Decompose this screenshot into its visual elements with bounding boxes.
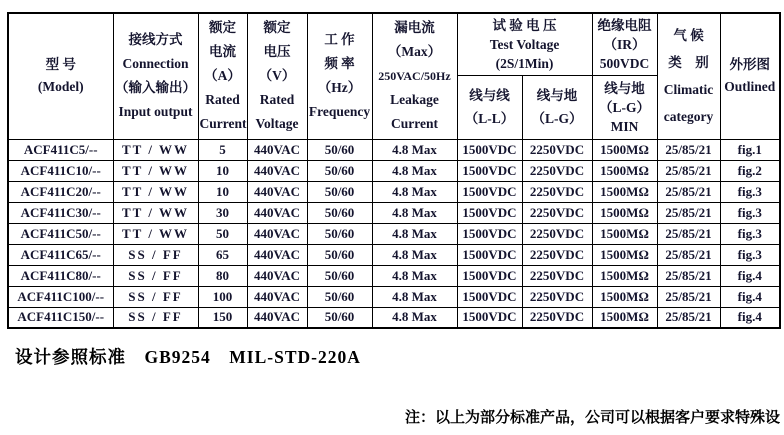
header-line: 型 号 xyxy=(45,57,76,73)
cell-climatic: 25/85/21 xyxy=(657,265,720,286)
cell-voltage: 440VAC xyxy=(247,307,307,328)
table-row xyxy=(8,181,780,202)
cell-model: ACF411C20/-- xyxy=(8,181,113,202)
header-line: 工 作 xyxy=(324,32,355,48)
cell-test-ll: 1500VDC xyxy=(457,265,522,286)
cell-test-ll: 1500VDC xyxy=(457,202,522,223)
header-line: MIN xyxy=(610,118,639,134)
cell-test-ll: 1500VDC xyxy=(457,244,522,265)
table-row xyxy=(8,286,780,307)
cell-frequency: 50/60 xyxy=(307,286,372,307)
header-line: (Model) xyxy=(37,79,84,95)
cell-climatic: 25/85/21 xyxy=(657,223,720,244)
cell-connection: TT / WW xyxy=(113,223,198,244)
cell-voltage: 440VAC xyxy=(247,244,307,265)
cell-voltage: 440VAC xyxy=(247,223,307,244)
cell-model: ACF411C80/-- xyxy=(8,265,113,286)
cell-model: ACF411C65/-- xyxy=(8,244,113,265)
cell-frequency: 50/60 xyxy=(307,181,372,202)
cell-model: ACF411C5/-- xyxy=(8,139,113,160)
cell-test-lg: 2250VDC xyxy=(522,181,592,202)
cell-voltage: 440VAC xyxy=(247,265,307,286)
cell-connection: SS / FF xyxy=(113,265,198,286)
cell-leakage: 4.8 Max xyxy=(372,265,457,286)
cell-current: 5 xyxy=(198,139,247,160)
header-line: Test Voltage xyxy=(489,36,560,52)
cell-climatic: 25/85/21 xyxy=(657,307,720,328)
col-header-model xyxy=(8,13,113,139)
cell-leakage: 4.8 Max xyxy=(372,286,457,307)
header-line: 电流 xyxy=(209,44,236,60)
table-row xyxy=(8,202,780,223)
header-line: category xyxy=(663,109,714,125)
header-line: Current xyxy=(199,116,247,132)
cell-fig: fig.3 xyxy=(720,181,780,202)
header-line: 电压 xyxy=(263,44,291,60)
cell-ir: 1500MΩ xyxy=(592,139,657,160)
header-line: 500VDC xyxy=(599,55,650,71)
cell-ir: 1500MΩ xyxy=(592,265,657,286)
header-line: （L-L） xyxy=(464,111,515,126)
cell-test-ll: 1500VDC xyxy=(457,160,522,181)
table-row xyxy=(8,265,780,286)
col-header-rated-voltage xyxy=(247,13,307,139)
cell-test-ll: 1500VDC xyxy=(457,307,522,328)
cell-model: ACF411C150/-- xyxy=(8,307,113,328)
cell-leakage: 4.8 Max xyxy=(372,181,457,202)
cell-climatic: 25/85/21 xyxy=(657,244,720,265)
cell-model: ACF411C10/-- xyxy=(8,160,113,181)
header-line: Leakage xyxy=(390,92,439,108)
header-line: （Hz） xyxy=(317,80,362,96)
col-header-test-ll xyxy=(457,75,522,139)
cell-ir: 1500MΩ xyxy=(592,181,657,202)
cell-connection: TT / WW xyxy=(113,181,198,202)
header-line: Voltage xyxy=(255,116,299,132)
cell-ir: 1500MΩ xyxy=(592,160,657,181)
header-line: 额定 xyxy=(209,20,236,36)
cell-climatic: 25/85/21 xyxy=(657,181,720,202)
cell-voltage: 440VAC xyxy=(247,139,307,160)
cell-current: 50 xyxy=(198,223,247,244)
header-line: Input output xyxy=(118,104,193,120)
header-line: （A） xyxy=(204,68,241,84)
header-line: （L-G） xyxy=(531,111,583,126)
cell-fig: fig.2 xyxy=(720,160,780,181)
table-row xyxy=(8,139,780,160)
cell-test-lg: 2250VDC xyxy=(522,202,592,223)
cell-current: 150 xyxy=(198,307,247,328)
header-line: 绝缘电阻 xyxy=(597,17,652,33)
cell-frequency: 50/60 xyxy=(307,307,372,328)
cell-current: 10 xyxy=(198,160,247,181)
cell-frequency: 50/60 xyxy=(307,139,372,160)
cell-frequency: 50/60 xyxy=(307,244,372,265)
header-line: Connection xyxy=(122,56,189,72)
cell-fig: fig.1 xyxy=(720,139,780,160)
cell-test-ll: 1500VDC xyxy=(457,286,522,307)
cell-model: ACF411C30/-- xyxy=(8,202,113,223)
cell-ir: 1500MΩ xyxy=(592,202,657,223)
col-header-frequency xyxy=(307,13,372,139)
header-line: 类 别 xyxy=(668,55,709,71)
table-row xyxy=(8,160,780,181)
header-line: Current xyxy=(391,116,438,132)
cell-current: 65 xyxy=(198,244,247,265)
cell-ir: 1500MΩ xyxy=(592,286,657,307)
cell-fig: fig.4 xyxy=(720,286,780,307)
cell-voltage: 440VAC xyxy=(247,286,307,307)
cell-ir: 1500MΩ xyxy=(592,307,657,328)
footnote-text: 注：以上为部分标准产品，公司可以根据客户要求特殊设 xyxy=(404,410,780,426)
col-header-connection xyxy=(113,13,198,139)
cell-connection: TT / WW xyxy=(113,139,198,160)
header-line: 频 率 xyxy=(324,56,355,72)
header-line: Frequency xyxy=(308,104,371,120)
header-line: 气 候 xyxy=(673,28,704,44)
header-line: （L-G） xyxy=(599,99,651,115)
cell-test-lg: 2250VDC xyxy=(522,286,592,307)
cell-test-lg: 2250VDC xyxy=(522,265,592,286)
cell-connection: SS / FF xyxy=(113,244,198,265)
cell-frequency: 50/60 xyxy=(307,160,372,181)
col-header-ir-lg-min xyxy=(592,75,657,139)
cell-fig: fig.4 xyxy=(720,265,780,286)
cell-test-lg: 2250VDC xyxy=(522,307,592,328)
cell-leakage: 4.8 Max xyxy=(372,244,457,265)
cell-fig: fig.3 xyxy=(720,244,780,265)
header-line: Outlined xyxy=(724,79,776,95)
cell-voltage: 440VAC xyxy=(247,181,307,202)
header-line: 接线方式 xyxy=(128,32,183,48)
cell-fig: fig.3 xyxy=(720,202,780,223)
header-line: 漏电流 xyxy=(394,20,435,36)
cell-climatic: 25/85/21 xyxy=(657,139,720,160)
header-line: 线与线 xyxy=(469,88,510,103)
cell-frequency: 50/60 xyxy=(307,202,372,223)
col-header-rated-current xyxy=(198,13,247,139)
cell-fig: fig.4 xyxy=(720,307,780,328)
cell-leakage: 4.8 Max xyxy=(372,202,457,223)
cell-ir: 1500MΩ xyxy=(592,223,657,244)
cell-ir: 1500MΩ xyxy=(592,244,657,265)
header-line: Rated xyxy=(205,92,240,108)
cell-test-ll: 1500VDC xyxy=(457,181,522,202)
col-header-test-lg xyxy=(522,75,592,139)
cell-connection: SS / FF xyxy=(113,286,198,307)
cell-test-ll: 1500VDC xyxy=(457,139,522,160)
col-header-climatic xyxy=(657,13,720,139)
cell-test-lg: 2250VDC xyxy=(522,139,592,160)
cell-voltage: 440VAC xyxy=(247,202,307,223)
col-header-test-voltage xyxy=(457,13,592,75)
header-line: 线与地 xyxy=(604,80,645,96)
cell-climatic: 25/85/21 xyxy=(657,160,720,181)
header-line: 线与地 xyxy=(536,88,578,103)
cell-frequency: 50/60 xyxy=(307,223,372,244)
cell-test-lg: 2250VDC xyxy=(522,244,592,265)
header-line: （Max） xyxy=(387,44,442,60)
cell-test-lg: 2250VDC xyxy=(522,160,592,181)
cell-climatic: 25/85/21 xyxy=(657,286,720,307)
header-line: （V） xyxy=(258,68,296,84)
table-row xyxy=(8,307,780,328)
col-header-outlined xyxy=(720,13,780,139)
col-header-leakage xyxy=(372,13,457,139)
header-row-top xyxy=(8,13,780,75)
table-row xyxy=(8,244,780,265)
cell-model: ACF411C100/-- xyxy=(8,286,113,307)
table-row xyxy=(8,223,780,244)
spec-table xyxy=(7,12,781,329)
cell-current: 80 xyxy=(198,265,247,286)
header-line: 外形图 xyxy=(729,57,771,73)
header-line: (2S/1Min) xyxy=(495,55,554,71)
cell-leakage: 4.8 Max xyxy=(372,223,457,244)
cell-leakage: 4.8 Max xyxy=(372,307,457,328)
cell-connection: TT / WW xyxy=(113,160,198,181)
cell-test-lg: 2250VDC xyxy=(522,223,592,244)
cell-climatic: 25/85/21 xyxy=(657,202,720,223)
cell-test-ll: 1500VDC xyxy=(457,223,522,244)
cell-current: 30 xyxy=(198,202,247,223)
header-line: Climatic xyxy=(663,82,714,98)
header-line: （输入输出） xyxy=(115,80,196,96)
cell-leakage: 4.8 Max xyxy=(372,139,457,160)
header-line: 250VAC/50Hz xyxy=(378,69,451,84)
cell-current: 10 xyxy=(198,181,247,202)
cell-current: 100 xyxy=(198,286,247,307)
design-standards-text: 设计参照标准 GB9254 MIL-STD-220A xyxy=(15,347,361,367)
cell-frequency: 50/60 xyxy=(307,265,372,286)
header-line: 额定 xyxy=(263,20,291,36)
cell-model: ACF411C50/-- xyxy=(8,223,113,244)
cell-connection: SS / FF xyxy=(113,307,198,328)
cell-leakage: 4.8 Max xyxy=(372,160,457,181)
header-line: Rated xyxy=(259,92,295,108)
col-header-insulation-resistance xyxy=(592,13,657,75)
cell-connection: TT / WW xyxy=(113,202,198,223)
header-line: （IR） xyxy=(603,36,646,52)
cell-voltage: 440VAC xyxy=(247,160,307,181)
cell-fig: fig.3 xyxy=(720,223,780,244)
header-line: 试 验 电 压 xyxy=(492,17,557,33)
